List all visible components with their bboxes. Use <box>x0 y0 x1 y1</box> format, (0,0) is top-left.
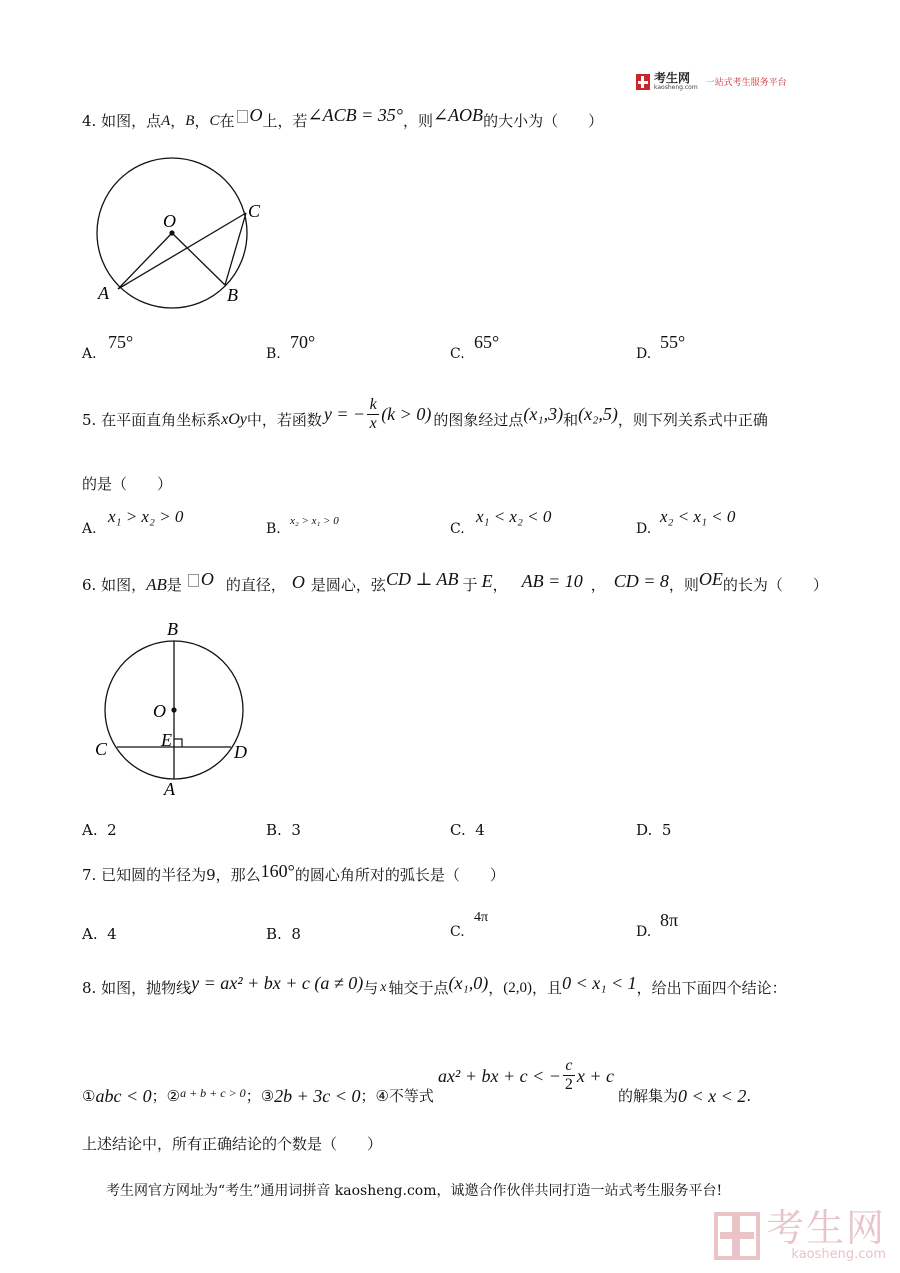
separator: ； <box>360 1087 376 1105</box>
center-dot <box>169 230 174 235</box>
brand-domain: kaosheng.com <box>654 84 698 91</box>
conclusion-4-mark: ④ <box>375 1087 389 1105</box>
brand-logo-icon <box>636 74 650 90</box>
stem-text: 在 <box>219 112 235 130</box>
point-2: (x₂,5) <box>578 404 618 424</box>
label-a: A <box>98 283 109 303</box>
option-value: 5 <box>661 821 672 839</box>
question-8-final: 上述结论中，所有正确结论的个数是（ ） <box>82 1135 383 1153</box>
option-value: x₂ > x₁ > 0 <box>290 515 339 527</box>
label-o: O <box>163 211 176 231</box>
point-a: A <box>161 113 171 129</box>
option-value: 4π <box>474 910 489 925</box>
option-label: A. <box>82 821 98 839</box>
brand-text <box>654 72 698 91</box>
stem-text: ，则 <box>402 112 433 130</box>
label-o: O <box>153 701 166 721</box>
stem-text: 中，若函数 <box>246 411 322 429</box>
point-e: E <box>481 571 493 591</box>
question-8-conclusions <box>82 1054 751 1106</box>
option-label: B. <box>266 925 282 943</box>
separator: ， <box>170 112 186 130</box>
option-value: 70° <box>290 332 316 352</box>
stem-text: ，且 <box>532 979 563 997</box>
watermark <box>714 1208 886 1262</box>
function-expression <box>324 396 431 433</box>
option-value: 75° <box>108 332 134 352</box>
stem-text: ，则下列关系式中正确 <box>617 411 768 429</box>
option-value: 8 <box>291 925 301 943</box>
stem-text: 已知圆的半径为9，那么 <box>101 866 261 884</box>
x1-condition: 0 < x₁ < 1 <box>562 973 637 993</box>
label-c: C <box>248 201 261 221</box>
label-b: B <box>227 285 238 305</box>
inequality-right: x + c <box>576 1065 615 1086</box>
footer-note: 考生网官方网址为“考生”通用词拼音 kaosheng.com，诚邀合作伙伴共同打造一站式考生服务平台! <box>106 1183 723 1199</box>
stem-text: 的圆心角所对的弧长是（ ） <box>294 866 505 884</box>
stem-text: 是圆心，弦 <box>310 576 386 594</box>
option-label: A. <box>82 346 97 362</box>
stem-text: 不等式 <box>388 1087 434 1105</box>
stem-text: 如图，点 <box>101 112 162 130</box>
cd-perpendicular-ab: CD ⊥ AB <box>385 569 459 589</box>
option-value: 4 <box>475 821 485 839</box>
period: . <box>746 1087 752 1105</box>
stem-text: 的图象经过点 <box>433 411 524 429</box>
option-value: 65° <box>474 332 500 352</box>
function-condition: (k > 0) <box>381 404 432 424</box>
option-label: A. <box>82 521 97 537</box>
fraction-denominator: 2 <box>564 1076 573 1093</box>
watermark-name: 考生网 <box>766 1206 887 1250</box>
point-2: (2,0) <box>503 980 533 996</box>
brand-slogan: 一站式考生服务平台 <box>705 78 787 88</box>
option-a[interactable] <box>82 924 117 944</box>
option-value: 55° <box>660 332 686 352</box>
stem-text: 的直径， <box>225 576 286 594</box>
coordinate-system: xOy <box>221 411 247 428</box>
option-label: D. <box>636 346 652 362</box>
option-value: x₁ > x₂ > 0 <box>108 507 184 526</box>
stem-text: 轴交于点 <box>388 979 449 997</box>
brand-name: 考生网 <box>654 71 691 85</box>
option-b[interactable] <box>266 924 301 944</box>
question-4-stem <box>82 106 603 136</box>
separator: ， <box>194 112 210 130</box>
watermark-text <box>766 1208 886 1262</box>
point-b: B <box>185 113 195 129</box>
stem-text: ， <box>488 979 504 997</box>
separator: ， <box>590 576 606 594</box>
question-number: 6. <box>82 576 97 594</box>
option-label: B. <box>266 821 282 839</box>
segment-ab: AB <box>146 575 167 594</box>
option-value: 2 <box>107 821 117 839</box>
conclusion-1: abc < 0 <box>95 1086 152 1106</box>
stem-text: 在平面直角坐标系 <box>101 411 222 429</box>
segment-oe: OE <box>698 569 723 589</box>
option-label: D. <box>636 924 652 940</box>
question-6-figure <box>90 616 265 802</box>
solution-set: 0 < x < 2 <box>678 1086 747 1106</box>
stem-text: ，则 <box>668 576 699 594</box>
question-number: 8. <box>82 979 97 997</box>
stem-text: 和 <box>563 411 579 429</box>
conclusion-2: a + b + c > 0 <box>180 1086 246 1100</box>
cd-length: CD = 8 <box>613 571 669 591</box>
parabola-equation: y = ax² + bx + c (a ≠ 0) <box>191 973 364 993</box>
right-angle-mark <box>174 739 182 747</box>
stem-text: 的长为（ ） <box>722 576 828 594</box>
circle-symbol-icon <box>188 574 199 587</box>
angle-aob: ∠AOB <box>432 105 484 125</box>
option-a[interactable] <box>82 820 117 840</box>
fraction-denominator: x <box>369 414 377 432</box>
stem-text: 与 <box>363 979 379 997</box>
question-number: 5. <box>82 411 97 429</box>
circle-o: O <box>200 569 214 589</box>
label-a: A <box>164 779 175 799</box>
central-angle: 160° <box>260 861 295 881</box>
fraction-numerator: c <box>565 1057 573 1074</box>
question-number: 7. <box>82 866 97 884</box>
ab-length: AB = 10 <box>521 571 583 591</box>
label-d: D <box>234 742 247 762</box>
conclusion-3: 2b + 3c < 0 <box>274 1086 361 1106</box>
option-label: B. <box>266 346 281 362</box>
option-label: C. <box>450 924 465 940</box>
point-1: (x₁,3) <box>523 404 564 424</box>
option-label: D. <box>636 821 653 839</box>
option-label: C. <box>450 821 466 839</box>
option-label: A. <box>82 925 98 943</box>
stem-text: 如图，抛物线 <box>101 979 192 997</box>
label-e: E <box>161 730 172 750</box>
stem-text: 的大小为（ ） <box>483 112 604 130</box>
conclusion-4-inequality <box>438 1057 614 1094</box>
conclusion-1-mark: ① <box>82 1087 96 1105</box>
center-dot <box>171 707 176 712</box>
function-lhs: y = − <box>323 404 366 424</box>
option-label: C. <box>450 521 465 537</box>
separator: ； <box>245 1087 261 1105</box>
fraction-numerator: k <box>369 395 377 413</box>
stem-text: 的解集为 <box>618 1087 679 1105</box>
x-axis: x <box>380 980 387 995</box>
circle-o: O <box>249 105 263 125</box>
option-value: x₁ < x₂ < 0 <box>476 507 552 526</box>
question-5-stem-line2: 的是（ ） <box>82 475 173 493</box>
point-1: (x₁,0) <box>448 973 489 993</box>
option-value: 4 <box>107 925 117 943</box>
option-b[interactable] <box>266 820 301 840</box>
question-number: 4. <box>82 112 97 130</box>
conclusion-3-mark: ③ <box>260 1087 275 1105</box>
point-c: C <box>209 113 220 129</box>
option-value: 8π <box>660 910 679 930</box>
label-b: B <box>167 619 178 639</box>
inequality-left: ax² + bx + c < − <box>437 1065 561 1086</box>
question-5-stem <box>82 392 768 448</box>
question-4-figure <box>90 155 270 315</box>
question-6-stem <box>82 568 828 602</box>
option-label: D. <box>636 521 652 537</box>
watermark-domain: kaosheng.com <box>791 1247 887 1262</box>
option-label: C. <box>450 346 465 362</box>
option-value: 3 <box>291 821 301 839</box>
center-o: O <box>291 572 305 592</box>
question-7-stem <box>82 858 505 892</box>
separator: ， <box>492 576 508 594</box>
separator: ； <box>151 1087 167 1105</box>
option-value: x₂ < x₁ < 0 <box>660 507 736 526</box>
stem-text: ，给出下面四个结论： <box>636 979 787 997</box>
circle-symbol-icon <box>237 110 248 123</box>
question-8-stem <box>82 968 787 1008</box>
option-label: B. <box>266 521 281 537</box>
header-brand <box>636 72 787 91</box>
conclusion-2-mark: ② <box>166 1087 181 1105</box>
label-c: C <box>95 739 108 759</box>
option-d[interactable] <box>636 820 671 840</box>
watermark-logo-icon <box>714 1210 760 1260</box>
stem-text: 于 <box>462 576 478 594</box>
stem-text: 是 <box>166 576 182 594</box>
option-c[interactable] <box>450 820 485 840</box>
angle-acb: ∠ACB = 35° <box>307 105 403 125</box>
stem-text: 上，若 <box>262 112 308 130</box>
stem-text: 如图， <box>101 576 147 594</box>
